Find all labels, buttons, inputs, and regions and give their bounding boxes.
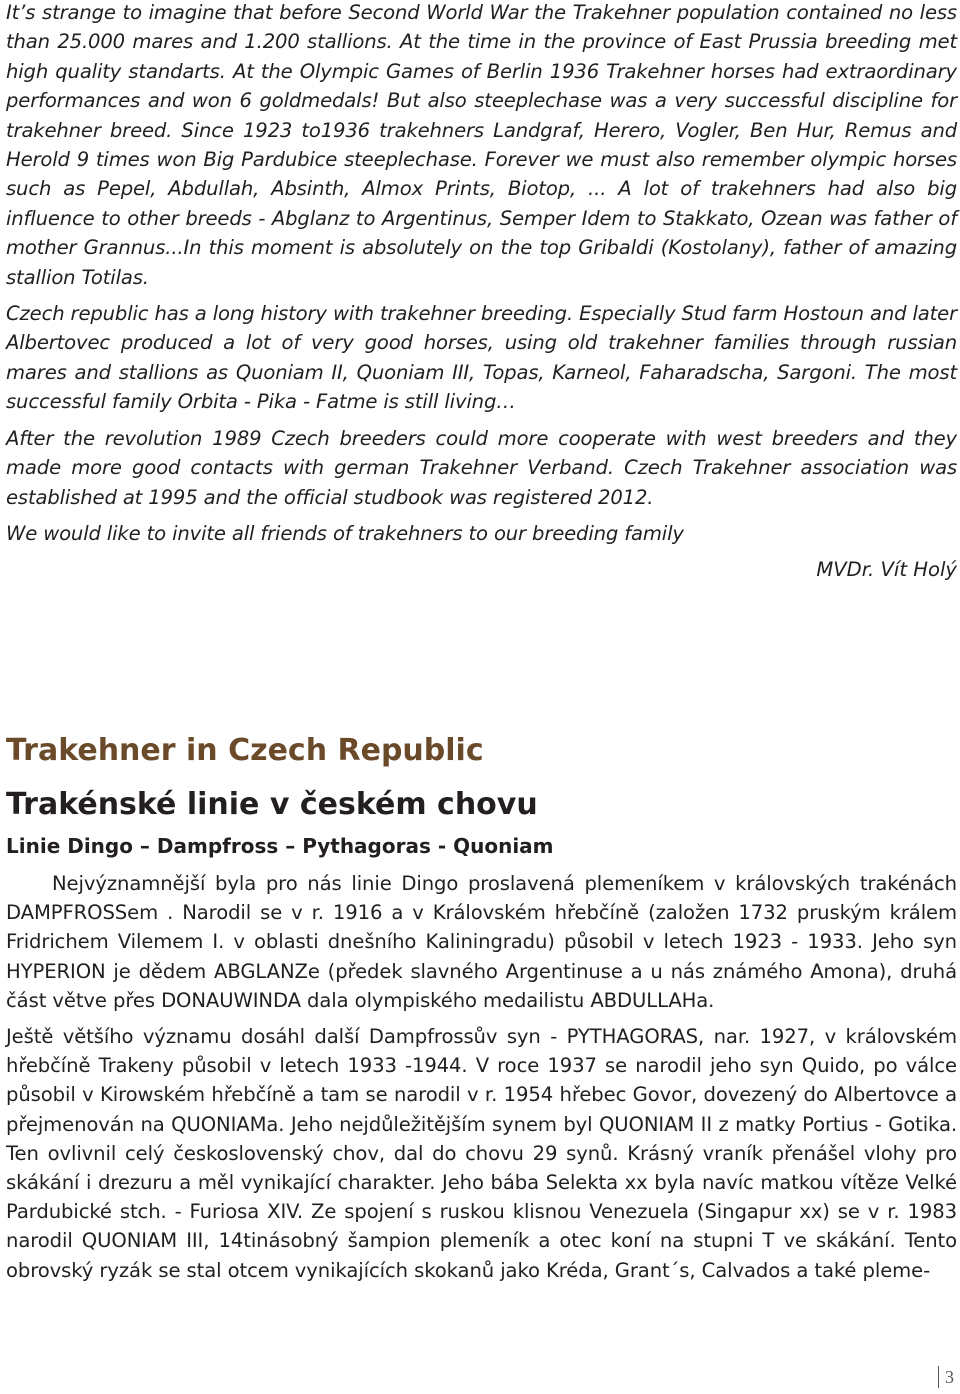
section-title-english: Trakehner in Czech Republic <box>6 733 484 768</box>
section-title-czech: Trakénské linie v českém chovu <box>6 787 538 822</box>
english-paragraph-revolution: After the revolution 1989 Czech breeders could more cooperate with west breeders and they made more good contacts with german Trakehner Verband. Czech Trakehner association was established at 1995 and the official studbook was registered 2012. <box>6 426 957 509</box>
english-paragraph-czech-breeding: Czech republic has a long history with trakehner breeding. Especially Stud farm Hostoun and later Albertovec produced a lot of very good horses, using old trakehner families through russian mares and stallions as Quoniam II, Quoniam III, Topas, Karneol, Faharadscha, Sargoni. The most successful family Orbita - Pika - Fatme is still living… <box>6 302 957 414</box>
english-text-block <box>6 0 957 585</box>
english-paragraph-history: It’s strange to imagine that before Second World War the Trakehner population contained no less than 25.000 mares and 1.200 stallions. At the time in the province of East Prussia breeding met high quality standarts. At the Olympic Games of Berlin 1936 Trakehner horses had extraordinary performances and won 6 goldmedals! But also steeplechase was a very successful discipline for trakehner breed. Since 1923 to1936 trakehners Landgraf, Herero, Vogler, Ben Hur, Remus and Herold 9 times won Big Pardubice steeplechase. Forever we must also remember olympic horses such as Pepel, Abdullah, Absinth, Almox Prints, Biotop, ... A lot of trakehners had also big influence to other breeds - Abglanz to Argentinus, Semper Idem to Stakkato, Ozean was father of mother Grannus...In this moment is absolutely on the top Gribaldi (Kostolany), father of amazing stallion Totilas. <box>6 1 957 289</box>
czech-paragraph-dingo: Nejvýznamnější byla pro nás linie Dingo proslavená plemeníkem v královských trakénách DAMPFROSSem . Narodil se v r. 1916 a v Královském hřebčíně (založen 1732 pruským králem Fridrichem Vilemem I. v oblasti dnešního Kaliningradu) působil v letech 1923 - 1933. Jeho syn HYPERION je dědem ABGLANZe (předek slavného Argentinuse a u nás známého Amona), druhá část větve přes DONAUWINDA dala olympiského medailistu ABDULLAHa. <box>6 872 957 1012</box>
line-heading: Linie Dingo – Dampfross – Pythagoras - Quoniam <box>6 834 554 858</box>
signature: MVDr. Vít Holý <box>816 558 957 582</box>
czech-text-block <box>6 869 957 1292</box>
english-paragraph-invitation: We would like to invite all friends of trakehners to our breeding family <box>6 521 684 545</box>
page-number: 3 <box>938 1366 954 1388</box>
document-page <box>6 0 957 1282</box>
czech-paragraph-pythagoras: Ještě většího významu dosáhl další Dampfrossův syn - PYTHAGORAS, nar. 1927, v královském hřebčíně Trakeny působil v letech 1933 -1944. V roce 1937 se narodil jeho syn Quido, po válce působil v Kirowském hřebčíně a tam se narodil v r. 1954 hřebec Govor, dovezený do Albertovce a přejmenován na QUONIAMa. Jeho nejdůležitějším synem byl QUONIAM II z matky Portius - Gotika. Ten ovlivnil celý československý chov, dal do chovu 29 synů. Krásný vraník přenášel vlohy pro skákání i drezuru a měl vynikající charakter. Jeho bába Selekta xx byla navíc matkou vítěze Velké Pardubické stch. - Furiosa XIV. Ze spojení s ruskou klisnou Venezuela (Singapur xx) se v r. 1983 narodil QUONIAM III, 14tinásobný šampion plemeník a otec koní na stupni T ve skákání. Tento obrovský ryzák se stal otcem vynikajících skokanů jako Kréda, Grant´s, Calvados a také pleme- <box>6 1025 957 1282</box>
